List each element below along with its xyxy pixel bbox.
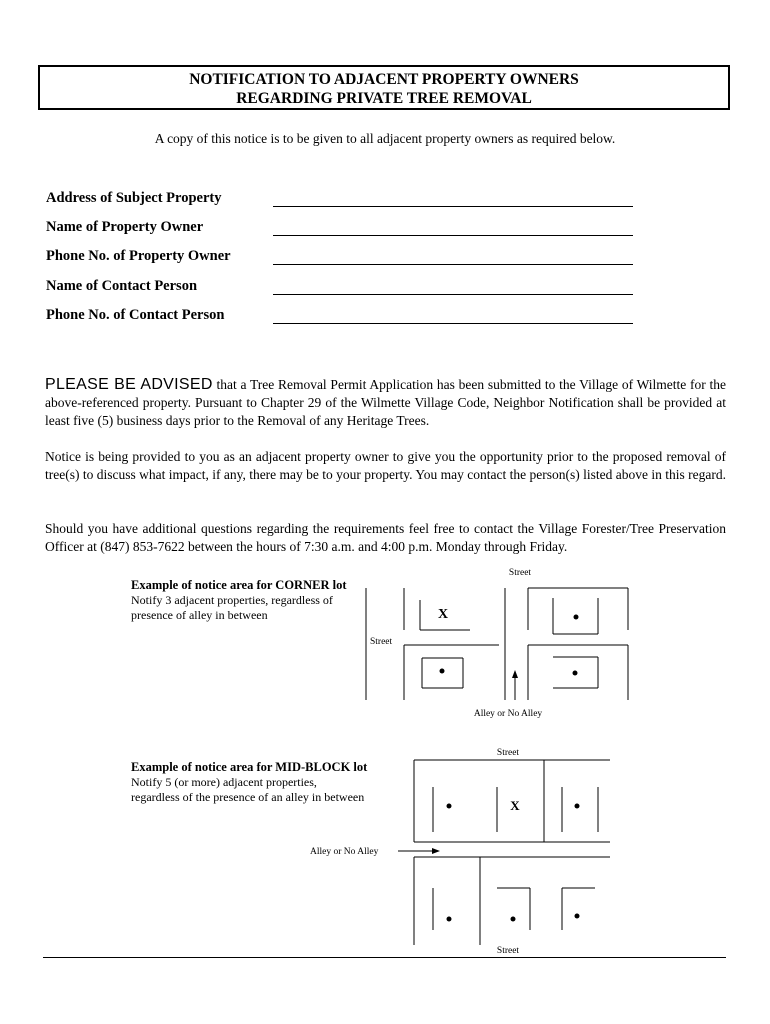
field-label: Phone No. of Contact Person xyxy=(46,306,225,323)
tree-dot-icon xyxy=(573,671,578,676)
alley-arrow-icon xyxy=(512,670,518,678)
title-line-2: REGARDING PRIVATE TREE REMOVAL xyxy=(236,90,532,107)
title-line-1: NOTIFICATION TO ADJACENT PROPERTY OWNERS xyxy=(189,71,579,88)
tree-dot-icon xyxy=(511,917,516,922)
midblock-line-1: Notify 5 (or more) adjacent properties, xyxy=(131,775,317,789)
tree-dot-icon xyxy=(447,804,452,809)
advised-lead: PLEASE BE ADVISED xyxy=(45,376,213,393)
midblock-alley-label: Alley or No Alley xyxy=(310,847,379,857)
midblock-street-bottom: Street xyxy=(496,946,520,956)
midblock-line-2: regardless of the presence of an alley in between xyxy=(131,790,365,804)
tree-dot-icon xyxy=(447,917,452,922)
bottom-divider xyxy=(43,957,726,958)
midblock-heading: Example of notice area for MID-BLOCK lot xyxy=(131,760,368,774)
alley-arrow-icon xyxy=(432,848,440,854)
corner-street-top: Street xyxy=(508,568,532,578)
corner-heading: Example of notice area for CORNER lot xyxy=(131,578,347,592)
tree-dot-icon xyxy=(574,615,579,620)
questions-paragraph: Should you have additional questions regarding the requirements feel free to contact the Village Forester/Tree Preservation Officer at (847) 853-7622 between the hours of 7:30 a.m. and 4:00 p.m. Monday through Friday. xyxy=(45,521,726,554)
field-label: Name of Property Owner xyxy=(46,219,204,236)
corner-street-left: Street xyxy=(370,637,393,647)
corner-line-2: presence of alley in between xyxy=(131,608,268,622)
advised-body: that a Tree Removal Permit Application has been submitted to the Village of Wilmette for the above-referenced property. Pursuant to Chapter 29 of the Wilmette Village Code, Neighbor Notification shall be provided at least five (5) business days prior to the Removal of any Heritage Trees. xyxy=(45,377,726,428)
corner-alley-label: Alley or No Alley xyxy=(473,709,543,719)
tree-dot-icon xyxy=(575,914,580,919)
midblock-street-top: Street xyxy=(496,748,520,758)
corner-line-1: Notify 3 adjacent properties, regardless of xyxy=(131,593,333,607)
field-label: Address of Subject Property xyxy=(46,190,222,206)
field-label: Phone No. of Property Owner xyxy=(46,248,231,265)
tree-dot-icon xyxy=(440,669,445,674)
notice-paragraph: Notice is being provided to you as an adjacent property owner to give you the opportunity prior to the proposed removal of tree(s) to discuss what impact, if any, there may be to your property. You may contact the person(s) listed above in this regard. xyxy=(45,449,726,482)
midblock-subject-mark: X xyxy=(510,798,520,813)
corner-subject-mark: X xyxy=(437,607,449,622)
tree-dot-icon xyxy=(575,804,580,809)
intro-text: A copy of this notice is to be given to all adjacent property owners as required below. xyxy=(154,131,616,146)
field-label: Name of Contact Person xyxy=(46,277,198,294)
